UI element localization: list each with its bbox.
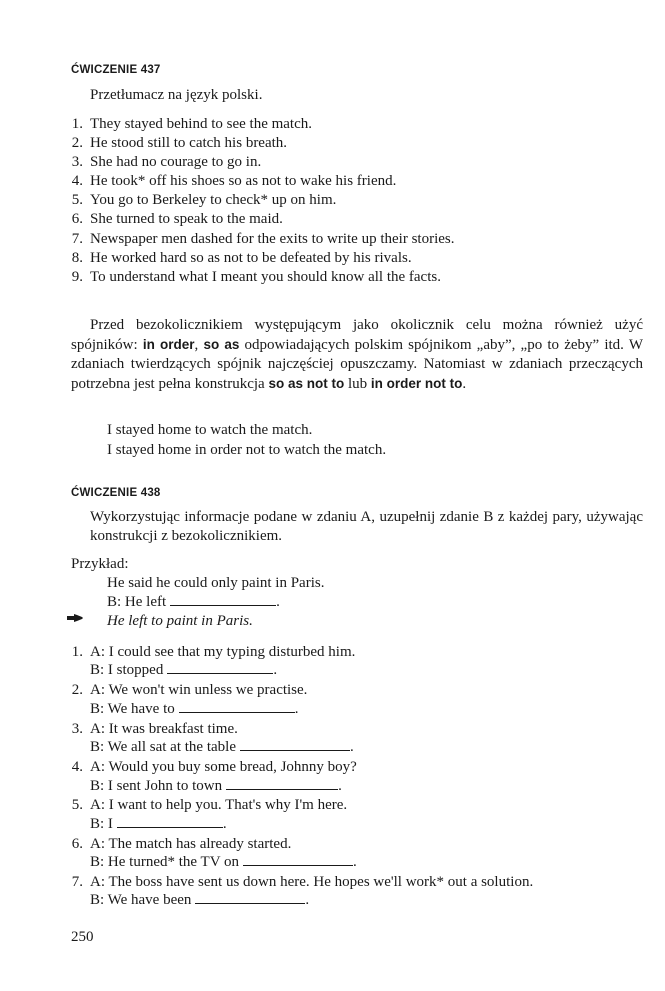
sentence-b: B: He turned* the TV on . (90, 854, 357, 870)
grammar-text: . (462, 376, 467, 392)
exercise-438-heading: ĆWICZENIE 438 (71, 487, 161, 499)
example-b-text: B: He left (107, 594, 167, 610)
sentence-b: B: I sent John to town . (90, 778, 342, 794)
item-text: To understand what I meant you should know all the facts. (90, 269, 441, 285)
sentence-b-text: B: I stopped (90, 662, 164, 678)
answer-blank[interactable] (195, 891, 305, 904)
item-text: He stood still to catch his breath. (90, 135, 288, 151)
item-number: 5. (71, 797, 83, 813)
item-number: 6. (71, 211, 83, 227)
grammar-text: , (194, 337, 204, 353)
item-number: 3. (71, 721, 83, 737)
item-number: 7. (71, 874, 83, 890)
item-number: 1. (71, 644, 83, 660)
sentence-b: B: I stopped . (90, 662, 278, 678)
exercise-437-heading: ĆWICZENIE 437 (71, 64, 161, 76)
item-text: They stayed behind to see the match. (90, 116, 313, 132)
item-text: He took* off his shoes so as not to wake his friend. (90, 173, 397, 189)
item-text: Newspaper men dashed for the exits to write up their stories. (90, 231, 455, 247)
sentence-a: A: The boss have sent us down here. He hopes we'll work* out a solution. (90, 874, 534, 890)
item-number: 6. (71, 836, 83, 852)
sentence-b: B: We have been . (90, 892, 310, 908)
sentence-a: A: The match has already started. (90, 836, 292, 852)
example-sentence-a: He said he could only paint in Paris. (107, 575, 325, 591)
grammar-text: odpowiadających polskim spójnikom „aby”, „po to żeby” itd. W zdaniach twierdzących spójnik najczęściej opuszczamy. Natomiast w zdaniach przeczących potrzebna jest pełna konstrukcja (71, 337, 643, 392)
item-number: 7. (71, 231, 83, 247)
sentence-a: A: It was breakfast time. (90, 721, 238, 737)
sentence-b: B: We have to . (90, 701, 299, 717)
grammar-note (71, 316, 643, 394)
example-label: Przykład: (71, 556, 129, 572)
page-number: 250 (71, 929, 94, 945)
grammar-bold-term: so as not to (268, 376, 345, 391)
answer-blank (170, 593, 276, 606)
sentence-b-text: B: We all sat at the table (90, 739, 236, 755)
item-number: 2. (71, 135, 83, 151)
sentence-a: A: I could see that my typing disturbed him. (90, 644, 356, 660)
item-text: He worked hard so as not to be defeated by his rivals. (90, 250, 412, 266)
sentence-a: A: We won't win unless we practise. (90, 682, 308, 698)
example-sentence-b: B: He left . (107, 594, 280, 610)
grammar-bold-term: so as (203, 337, 240, 352)
item-number: 4. (71, 759, 83, 775)
item-number: 4. (71, 173, 83, 189)
grammar-text: Przed bezokolicznikiem występującym jako okolicznik celu można również użyć spójników: (71, 317, 643, 353)
grammar-bold-term: in order (142, 337, 195, 352)
item-number: 8. (71, 250, 83, 266)
sentence-b: B: I . (90, 816, 227, 832)
item-text: She had no courage to go in. (90, 154, 262, 170)
grammar-example: I stayed home to watch the match. (107, 422, 313, 438)
item-number: 1. (71, 116, 83, 132)
answer-blank[interactable] (179, 700, 295, 713)
answer-blank[interactable] (117, 815, 223, 828)
answer-blank[interactable] (240, 738, 350, 751)
exercise-438-instruction: Wykorzystując informacje podane w zdaniu A, uzupełnij zdanie B z każdej pary, używając konstrukcji z bezokolicznikiem. (90, 509, 643, 544)
sentence-b-text: B: I sent John to town (90, 778, 223, 794)
item-number: 2. (71, 682, 83, 698)
pointing-hand-icon (66, 613, 84, 623)
item-text: You go to Berkeley to check* up on him. (90, 192, 337, 208)
grammar-bold-term: in order not to (370, 376, 463, 391)
grammar-example: I stayed home in order not to watch the match. (107, 442, 387, 458)
exercise-437-instruction: Przetłumacz na język polski. (90, 87, 263, 103)
answer-blank[interactable] (243, 853, 353, 866)
item-number: 5. (71, 192, 83, 208)
item-number: 3. (71, 154, 83, 170)
item-number: 9. (71, 269, 83, 285)
item-text: She turned to speak to the maid. (90, 211, 283, 227)
grammar-text: lub (344, 376, 371, 392)
answer-blank[interactable] (226, 777, 338, 790)
sentence-b-text: B: I (90, 816, 113, 832)
answer-blank[interactable] (167, 661, 273, 674)
sentence-b-text: B: He turned* the TV on (90, 854, 240, 870)
sentence-b: B: We all sat at the table . (90, 739, 354, 755)
sentence-a: A: I want to help you. That's why I'm here. (90, 797, 348, 813)
example-answer: He left to paint in Paris. (107, 613, 253, 629)
sentence-b-text: B: We have been (90, 892, 192, 908)
sentence-a: A: Would you buy some bread, Johnny boy? (90, 759, 357, 775)
sentence-b-text: B: We have to (90, 701, 175, 717)
